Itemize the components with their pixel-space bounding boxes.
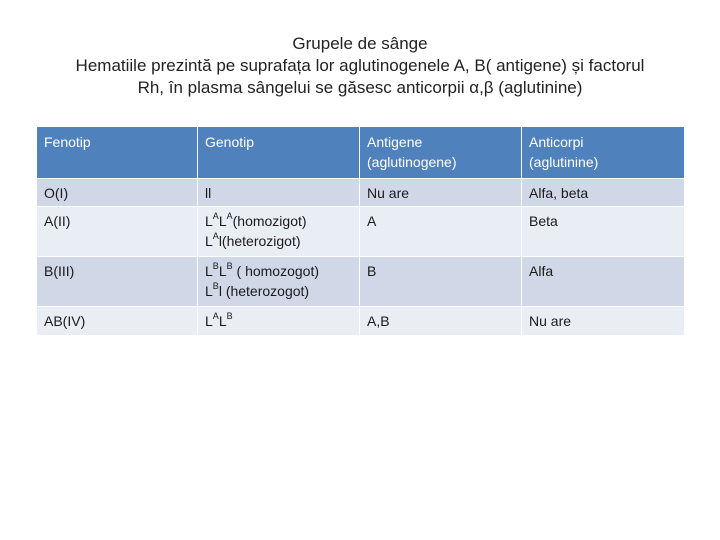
table-row [37, 207, 685, 257]
blood-group-table [36, 126, 685, 336]
cell-anticorpi: Beta [522, 207, 685, 257]
slide-title [30, 33, 690, 99]
cell-genotip: $L^AL^B$ [198, 307, 360, 336]
table-row [37, 257, 685, 307]
table-row [37, 307, 685, 336]
cell-genotip: $L^BL^B$ ( homozogot) $L^Bl$ (heterozogot) [198, 257, 360, 307]
cell-anticorpi: Alfa [522, 257, 685, 307]
cell-antigene: A,B [360, 307, 522, 336]
table-header-row [37, 127, 685, 179]
cell-anticorpi: Nu are [522, 307, 685, 336]
cell-fenotip: O(I) [37, 179, 198, 207]
cell-anticorpi: Alfa, beta [522, 179, 685, 207]
table-row [37, 179, 685, 207]
title-line-3: Rh, în plasma sângelui se găsesc anticorpii α,β (aglutinine) [137, 78, 583, 97]
cell-fenotip: B(III) [37, 257, 198, 307]
cell-fenotip: A(II) [37, 207, 198, 257]
cell-antigene: Nu are [360, 179, 522, 207]
header-antigene: Antigene (aglutinogene) [360, 127, 522, 179]
cell-antigene: A [360, 207, 522, 257]
cell-genotip: $L^AL^A(homozigot)$ $L^Al(heterozigot)$ [198, 207, 360, 257]
title-line-2: Hematiile prezintă pe suprafața lor aglutinogenele A, B( antigene) și factorul [75, 56, 645, 75]
header-genotip: Genotip [198, 127, 360, 179]
header-anticorpi: Anticorpi (aglutinine) [522, 127, 685, 179]
title-line-1: Grupele de sânge [292, 34, 428, 53]
header-fenotip: Fenotip [37, 127, 198, 179]
cell-genotip: ll [198, 179, 360, 207]
cell-antigene: B [360, 257, 522, 307]
cell-fenotip: AB(IV) [37, 307, 198, 336]
